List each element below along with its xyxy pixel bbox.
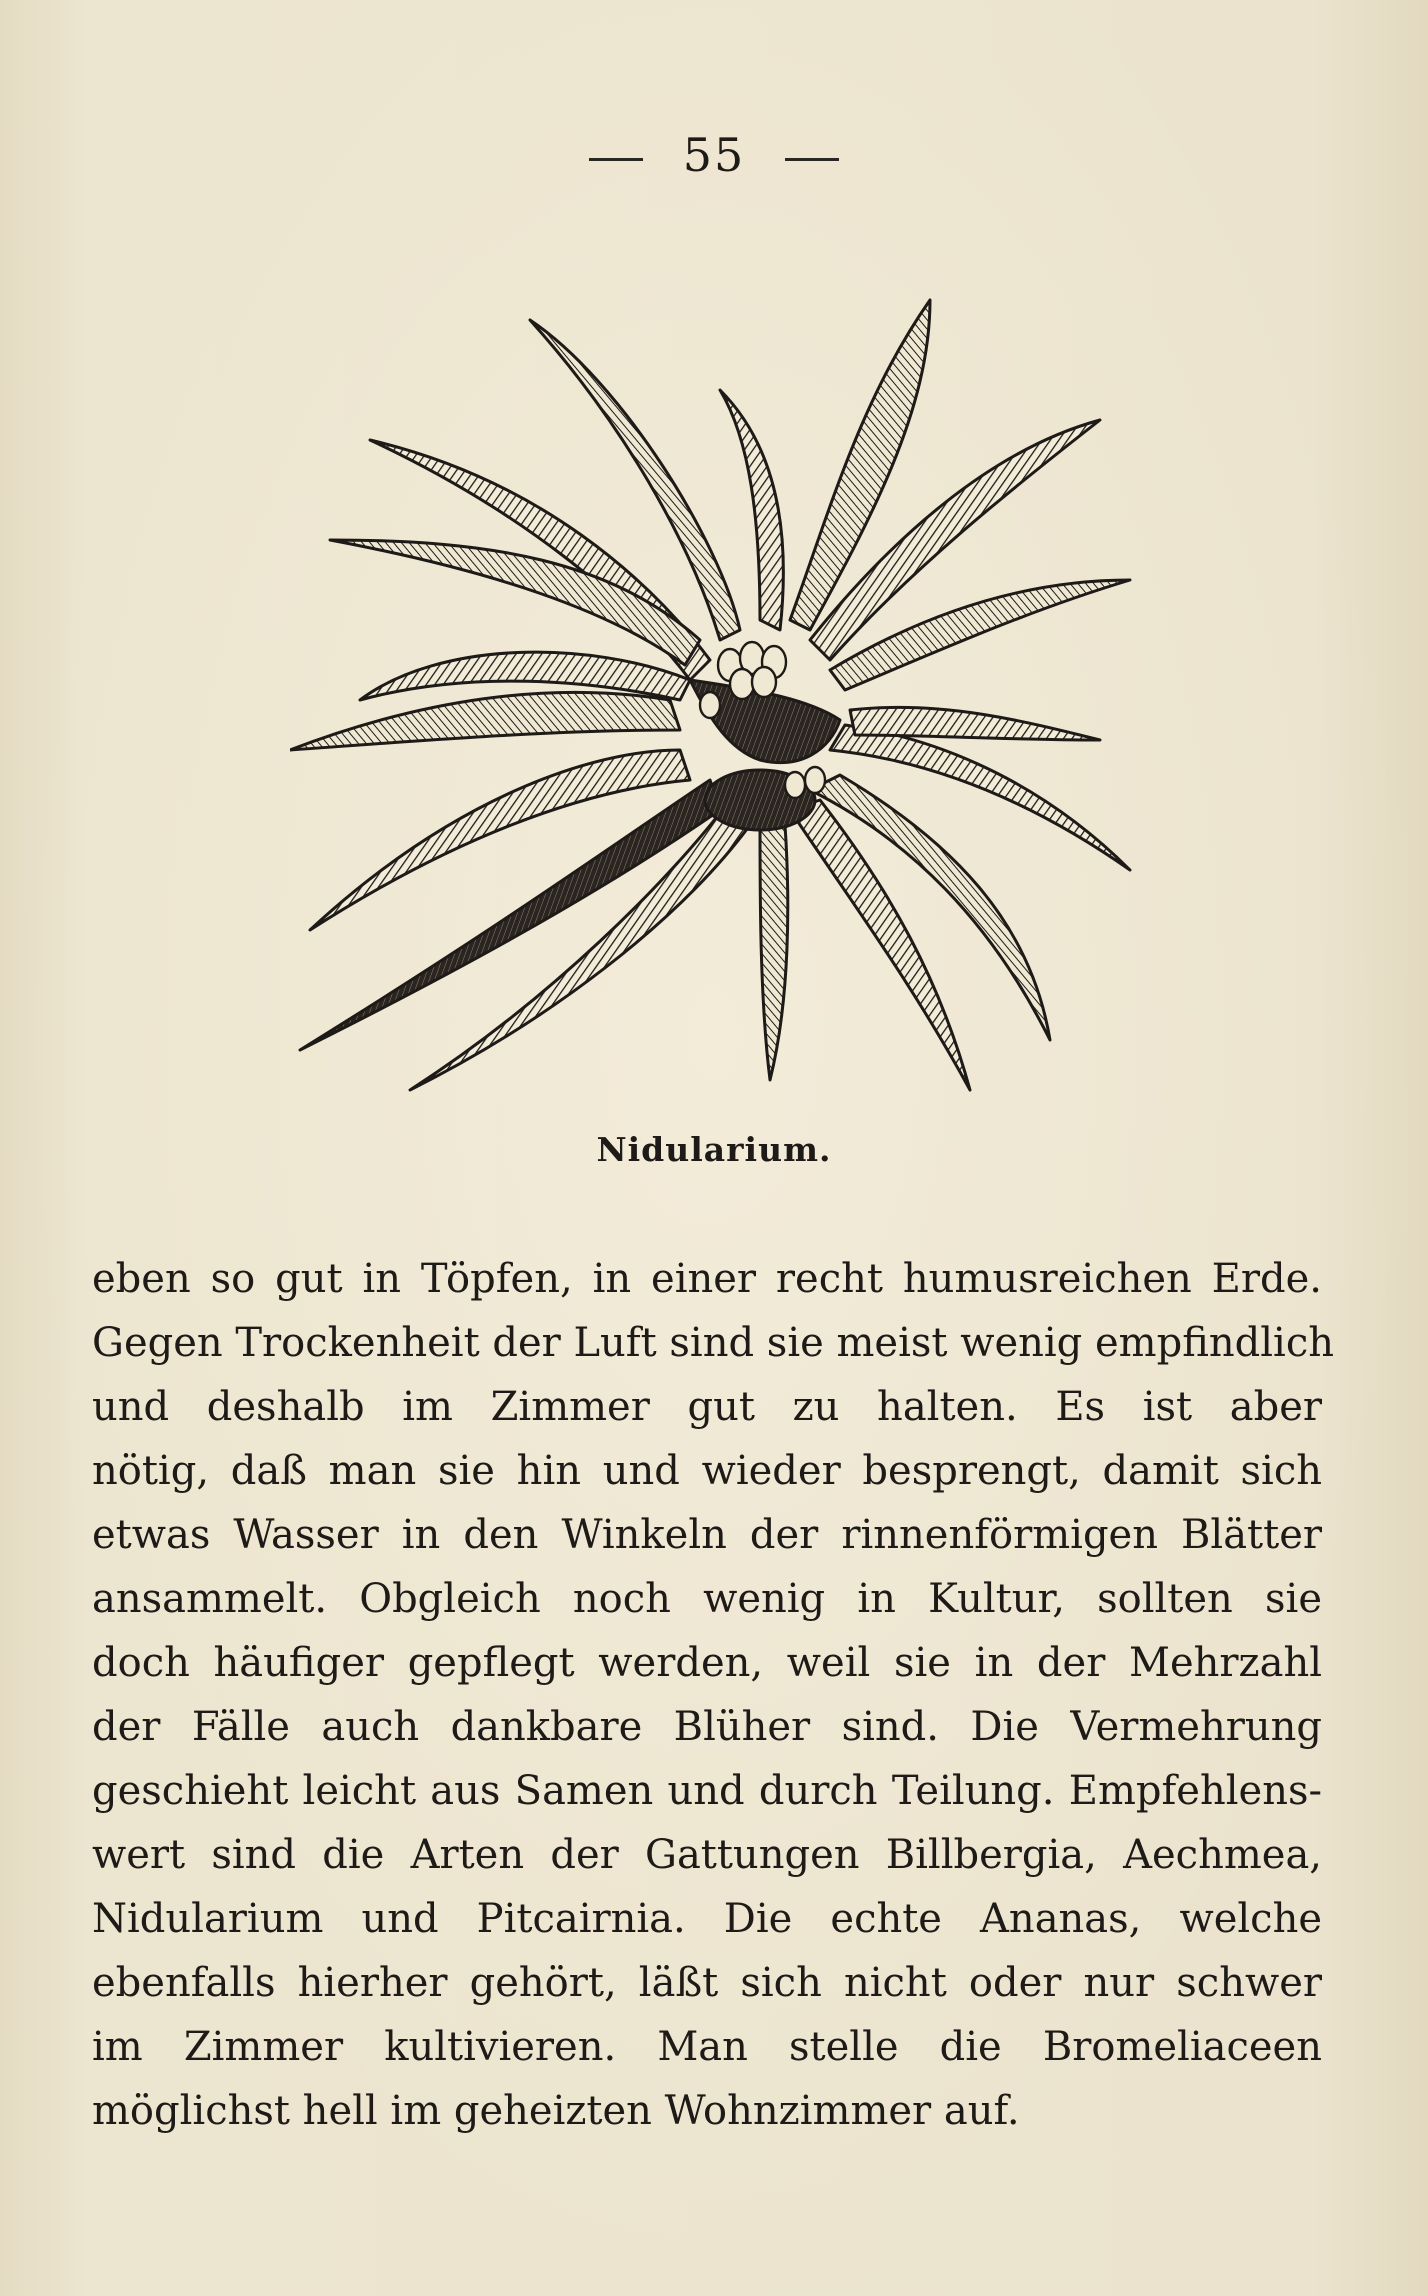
text-line: eben so gut in Töpfen, in einer recht humusreichen Erde. [92,1256,1322,1302]
text-line: etwas Wasser in den Winkeln der rinnenförmigen Blätter [92,1512,1322,1558]
text-line: Nidularium und Pitcairnia. Die echte Ananas, welche [92,1896,1322,1942]
text-line: doch häufiger gepflegt werden, weil sie in der Mehrzahl [92,1640,1322,1686]
text-line: geschieht leicht aus Samen und durch Teilung. Empfehlens- [92,1768,1322,1814]
page-number-dash-right [785,158,839,161]
text-line: nötig, daß man sie hin und wieder besprengt, damit sich [92,1448,1322,1494]
page-number-dash-left [589,158,643,161]
figure-caption: Nidularium. [596,1130,832,1169]
text-line: ebenfalls hierher gehört, läßt sich nicht oder nur schwer [92,1960,1322,2006]
text-line-last: möglichst hell im geheizten Wohnzimmer auf. [92,2088,1020,2134]
text-line: Gegen Trockenheit der Luft sind sie meist wenig empfindlich [92,1320,1334,1366]
nidularium-illustration [290,280,1150,1100]
text-line: der Fälle auch dankbare Blüher sind. Die Vermehrung [92,1704,1322,1750]
body-text [92,1247,1334,2143]
text-line: wert sind die Arten der Gattungen Billbergia, Aechmea, [92,1832,1322,1878]
text-line: im Zimmer kultivieren. Man stelle die Bromeliaceen [92,2024,1322,2070]
page-number [0,128,1428,182]
text-line: ansammelt. Obgleich noch wenig in Kultur, sollten sie [92,1576,1322,1622]
text-line: und deshalb im Zimmer gut zu halten. Es ist aber [92,1384,1322,1430]
page-number-value: 55 [682,128,746,182]
